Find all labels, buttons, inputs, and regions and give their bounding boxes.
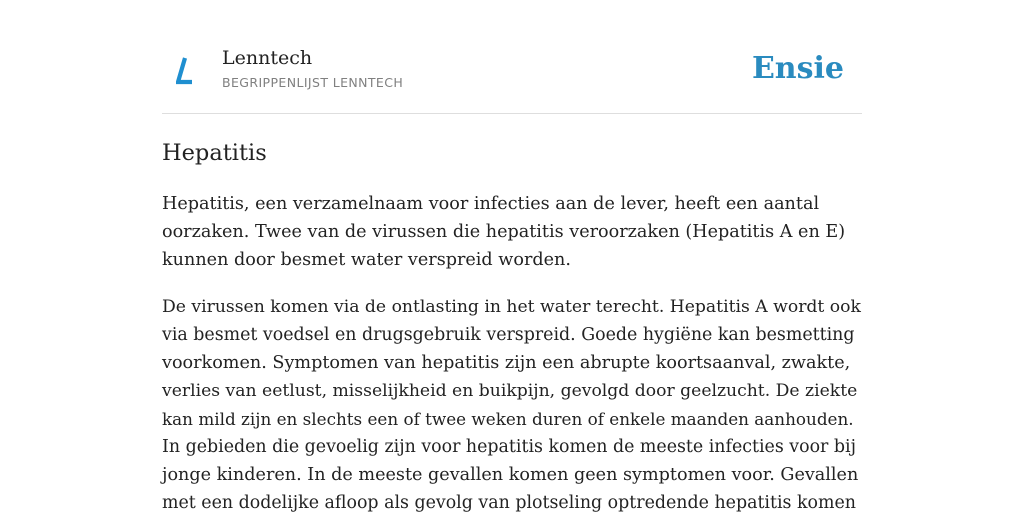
paragraph-line: jonge kinderen. In de meeste gevallen komen geen symptomen voor. Gevallen xyxy=(162,465,859,485)
source-name[interactable]: Lenntech xyxy=(222,47,313,69)
brand-logo[interactable]: Ensie xyxy=(751,51,844,86)
page-title: Hepatitis xyxy=(162,140,267,166)
paragraph-line: kunnen door besmet water verspreid worden. xyxy=(162,250,571,270)
paragraph-line: Hepatitis, een verzamelnaam voor infecties aan de lever, heeft een aantal xyxy=(162,194,820,214)
article-paragraph-2 xyxy=(162,293,862,512)
paragraph-line: via besmet voedsel en drugsgebruik verspreid. Goede hygiëne kan besmetting xyxy=(162,325,855,345)
article-paragraph-1 xyxy=(162,190,862,274)
paragraph-line: verlies van eetlust, misselijkheid en buikpijn, gevolgd door geelzucht. De ziekte xyxy=(162,381,858,401)
paragraph-line: voorkomen. Symptomen van hepatitis zijn een abrupte koortsaanval, zwakte, xyxy=(162,353,851,373)
lenntech-logo-icon xyxy=(176,54,198,88)
paragraph-line: De virussen komen via de ontlasting in het water terecht. Hepatitis A wordt ook xyxy=(162,297,861,317)
paragraph-line: kan mild zijn en slechts een of twee weken duren of enkele maanden aanhouden. xyxy=(162,409,854,429)
paragraph-line: In gebieden die gevoelig zijn voor hepatitis komen de meeste infecties voor bij xyxy=(162,437,856,457)
paragraph-line: met een dodelijke afloop als gevolg van plotseling optredende hepatitis komen xyxy=(162,493,856,512)
paragraph-line: oorzaken. Twee van de virussen die hepatitis veroorzaken (Hepatitis A en E) xyxy=(162,222,846,242)
source-subtitle[interactable]: BEGRIPPENLIJST LENNTECH xyxy=(222,75,404,90)
page-header xyxy=(162,40,862,114)
